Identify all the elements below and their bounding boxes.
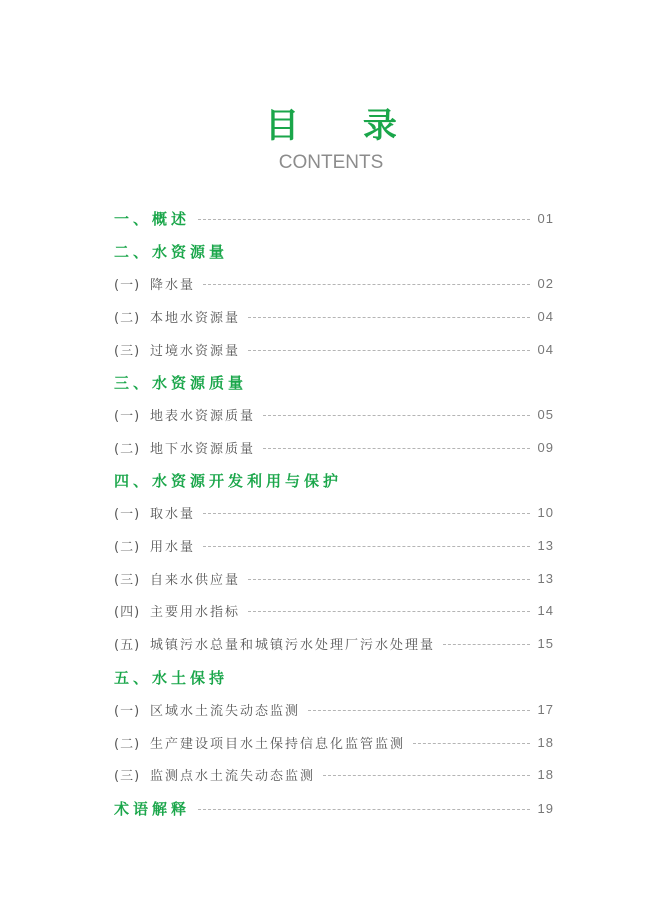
toc-page-number: 18 — [537, 766, 554, 782]
toc-entry-label: 取水量 — [150, 506, 196, 522]
toc-dotted-leader — [203, 513, 530, 514]
toc-entry-marker: (三) — [114, 343, 141, 359]
toc-subsection-entry[interactable] — [114, 599, 554, 621]
toc-entry-marker: (一) — [114, 506, 141, 522]
toc-entry-label: 地表水资源质量 — [150, 408, 256, 424]
toc-entry-marker: (一) — [114, 408, 141, 424]
toc-entry-label: 过境水资源量 — [150, 343, 241, 359]
toc-dotted-leader — [248, 350, 530, 351]
toc-page-number: 04 — [537, 308, 554, 324]
toc-dotted-leader — [248, 579, 530, 580]
toc-entry-marker: (二) — [114, 539, 141, 555]
toc-page-number: 05 — [537, 406, 554, 422]
toc-subsection-entry[interactable] — [114, 763, 554, 785]
toc-subsection-entry[interactable] — [114, 698, 554, 720]
toc-entry-marker: (一) — [114, 703, 141, 719]
toc-page-number: 10 — [537, 504, 554, 520]
toc-entry-label: 地下水资源质量 — [150, 441, 256, 457]
toc-page-number: 13 — [537, 537, 554, 553]
toc-subsection-entry[interactable] — [114, 501, 554, 523]
toc-page-number: 19 — [537, 800, 554, 816]
toc-title: 目 录 — [265, 106, 423, 146]
toc-entry-label: 区域水土流失动态监测 — [150, 703, 301, 719]
toc-subsection-entry[interactable] — [114, 632, 554, 654]
toc-entry-label: 四、水资源开发利用与保护 — [114, 471, 343, 490]
toc-entry-label: 用水量 — [150, 539, 196, 555]
toc-entry-label: 自来水供应量 — [150, 572, 241, 588]
toc-entry-label: 降水量 — [150, 277, 196, 293]
toc-section-entry[interactable] — [114, 207, 554, 229]
toc-subsection-entry[interactable] — [114, 567, 554, 589]
toc-page-number: 02 — [537, 275, 554, 291]
toc-page-number: 18 — [537, 734, 554, 750]
toc-entry-marker: (二) — [114, 736, 141, 752]
toc-subsection-entry[interactable] — [114, 272, 554, 294]
toc-subsection-entry[interactable] — [114, 731, 554, 753]
toc-dotted-leader — [203, 284, 530, 285]
toc-entry-label: 二、水资源量 — [114, 242, 229, 261]
toc-entry-label: 五、水土保持 — [114, 668, 229, 687]
toc-entry-label: 监测点水土流失动态监测 — [150, 768, 316, 784]
toc-section-entry[interactable] — [114, 469, 554, 491]
toc-entry-label: 一、概述 — [114, 209, 191, 228]
toc-subsection-entry[interactable] — [114, 436, 554, 458]
toc-section-entry[interactable] — [114, 240, 554, 262]
toc-subsection-entry[interactable] — [114, 338, 554, 360]
toc-dotted-leader — [263, 448, 530, 449]
toc-dotted-leader — [198, 219, 530, 220]
toc-section-entry[interactable] — [114, 797, 554, 819]
toc-subsection-entry[interactable] — [114, 403, 554, 425]
toc-dotted-leader — [413, 743, 530, 744]
toc-dotted-leader — [203, 546, 530, 547]
toc-dotted-leader — [443, 644, 530, 645]
toc-section-entry[interactable] — [114, 371, 554, 393]
toc-entry-marker: (二) — [114, 310, 141, 326]
toc-entry-marker: (二) — [114, 441, 141, 457]
toc-entry-label: 城镇污水总量和城镇污水处理厂污水处理量 — [150, 637, 436, 653]
toc-subsection-entry[interactable] — [114, 305, 554, 327]
toc-page-number: 15 — [537, 635, 554, 651]
toc-entry-marker: (三) — [114, 768, 141, 784]
toc-entry-marker: (一) — [114, 277, 141, 293]
toc-page-number: 01 — [537, 210, 554, 226]
toc-entry-label: 术语解释 — [114, 799, 191, 818]
toc-page-number: 14 — [537, 602, 554, 618]
toc-page-number: 04 — [537, 341, 554, 357]
toc-page-number: 13 — [537, 570, 554, 586]
toc-dotted-leader — [263, 415, 530, 416]
toc-page-number: 17 — [537, 701, 554, 717]
toc-entry-marker: (四) — [114, 604, 141, 620]
toc-entry-marker: (三) — [114, 572, 141, 588]
toc-dotted-leader — [248, 317, 530, 318]
toc-entry-marker: (五) — [114, 637, 141, 653]
toc-section-entry[interactable] — [114, 666, 554, 688]
toc-page-number: 09 — [537, 439, 554, 455]
toc-entry-label: 生产建设项目水土保持信息化监管监测 — [150, 736, 406, 752]
toc-subtitle: CONTENTS — [278, 152, 384, 173]
toc-entry-label: 本地水资源量 — [150, 310, 241, 326]
toc-entry-label: 三、水资源质量 — [114, 373, 248, 392]
toc-dotted-leader — [248, 611, 530, 612]
toc-entry-label: 主要用水指标 — [150, 604, 241, 620]
toc-dotted-leader — [308, 710, 530, 711]
toc-dotted-leader — [323, 775, 530, 776]
toc-dotted-leader — [198, 809, 530, 810]
toc-subsection-entry[interactable] — [114, 534, 554, 556]
